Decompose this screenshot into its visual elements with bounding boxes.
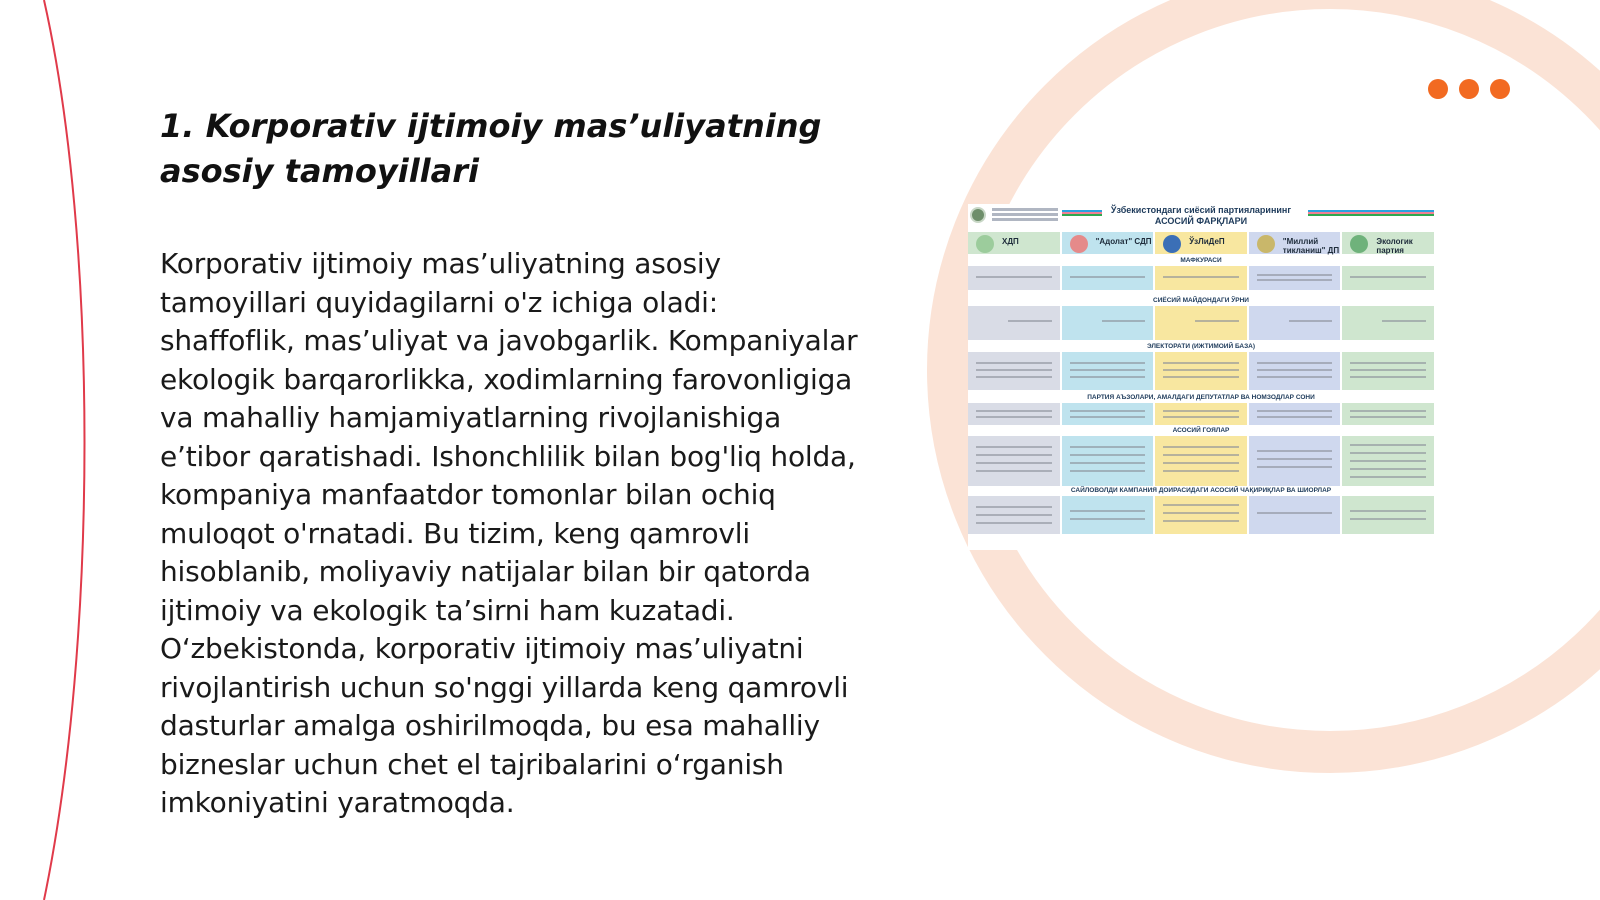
data-cell [1155,403,1247,425]
data-cell [1342,403,1434,425]
flag-stripe-icon [1062,210,1102,216]
section-heading: ЭЛЕКТОРАТИ (ИЖТИМОИЙ БАЗА) [1146,343,1256,350]
party-name: "Миллий тикланиш" ДП [1282,237,1340,255]
data-cell [1155,496,1247,534]
party-cell [1342,232,1434,254]
data-row [968,266,1434,290]
dot-icon [1459,79,1479,99]
party-name: ЎзЛиДеП [1189,237,1225,246]
data-cell [1249,403,1341,425]
party-name: Экологик партия [1376,237,1413,255]
data-cell [1062,496,1154,534]
data-cell [1249,496,1341,534]
data-cell [968,403,1060,425]
data-row [968,352,1434,390]
party-name: ХДП [1002,237,1019,246]
dot-icon [1428,79,1448,99]
data-row [968,496,1434,534]
data-cell [968,496,1060,534]
data-cell [1342,496,1434,534]
party-cell [968,232,1060,254]
data-cell [1155,352,1247,390]
data-cell [968,352,1060,390]
data-cell [1062,436,1154,486]
section-heading: АСОСИЙ ГОЯЛАР [1172,427,1230,434]
party-cell [1062,232,1154,254]
slide-title: 1. Korporativ ijtimoiy mas’uliyatning asosiy tamoyillari [160,107,822,190]
party-row [968,232,1434,254]
data-cell [1342,436,1434,486]
emblem-caption-lines [992,208,1058,223]
data-cell [1062,403,1154,425]
party-logo-icon [1070,235,1088,253]
data-cell [1342,266,1434,290]
data-cell [968,306,1060,340]
data-cell [968,266,1060,290]
state-emblem-icon [970,207,986,223]
section-heading: ПАРТИЯ АЪЗОЛАРИ, АМАЛДАГИ ДЕПУТАТЛАР ВА НОМЗОДЛАР СОНИ [1087,394,1315,401]
infographic-title [1098,205,1304,227]
left-accent-arc [44,0,85,900]
party-logo-icon [1163,235,1181,253]
infographic-subtitle-line: АСОСИЙ ФАРҚЛАРИ [1154,216,1248,226]
data-row [968,436,1434,486]
party-logo-icon [1257,235,1275,253]
data-cell [968,436,1060,486]
three-dots-icon [1428,79,1510,99]
section-heading: СИЁСИЙ МАЙДОНДАГИ ЎРНИ [1153,297,1249,304]
section-heading: МАФКУРАСИ [1180,257,1222,264]
data-cell [1249,306,1341,340]
slide-body-text: Korporativ ijtimoiy mas’uliyatning asosiy tamoyillari quyidagilarni o'z ichiga oladi: shaffoflik, mas’uliyat va javobgarlik. Kompaniyalar ekologik barqarorlikka, xodimlarning farovonligiga va mahalliy hamjamiyatlarning rivojlanishiga e’tibor qaratishadi. Ishonchlilik bilan bog'liq holda, kompaniya manfaatdor tomonlar bilan ochiq muloqot o'rnatadi. Bu tizim, keng qamrovli hisoblanib, moliyaviy natijalar bilan bir qatorda ijtimoiy va ekologik ta’sirni ham kuzatadi. O‘zbekistonda, korporativ ijtimoiy mas’uliyatni rivojlantirish uchun so'nggi yillarda keng qamrovli dasturlar amalga oshirilmoqda, bu esa mahalliy bizneslar uchun chet el tajribalarini o‘rganish imkoniyatini yaratmoqda. [160,247,858,819]
data-cell [1342,352,1434,390]
data-cell [1249,436,1341,486]
section-heading: САЙЛОВОЛДИ КАМПАНИЯ ДОИРАСИДАГИ АСОСИЙ ЧАҚИРИҚЛАР ВА ШИОРЛАР [1070,487,1332,494]
data-row [968,306,1434,340]
data-cell [1062,306,1154,340]
data-cell [1155,436,1247,486]
party-logo-icon [1350,235,1368,253]
data-cell [1155,266,1247,290]
data-cell [1342,306,1434,340]
infographic-header [968,204,1434,230]
party-logo-icon [976,235,994,253]
party-cell [1249,232,1341,254]
political-parties-infographic [968,204,1434,550]
dot-icon [1490,79,1510,99]
flag-stripe-icon [1308,210,1434,216]
data-cell [1155,306,1247,340]
data-row [968,403,1434,425]
data-cell [1249,266,1341,290]
party-cell [1155,232,1247,254]
data-cell [1062,266,1154,290]
data-cell [1249,352,1341,390]
data-cell [1062,352,1154,390]
party-name: "Адолат" СДП [1095,237,1152,246]
infographic-title-line: Ўзбекистондаги сиёсий партияларининг [1110,205,1292,215]
